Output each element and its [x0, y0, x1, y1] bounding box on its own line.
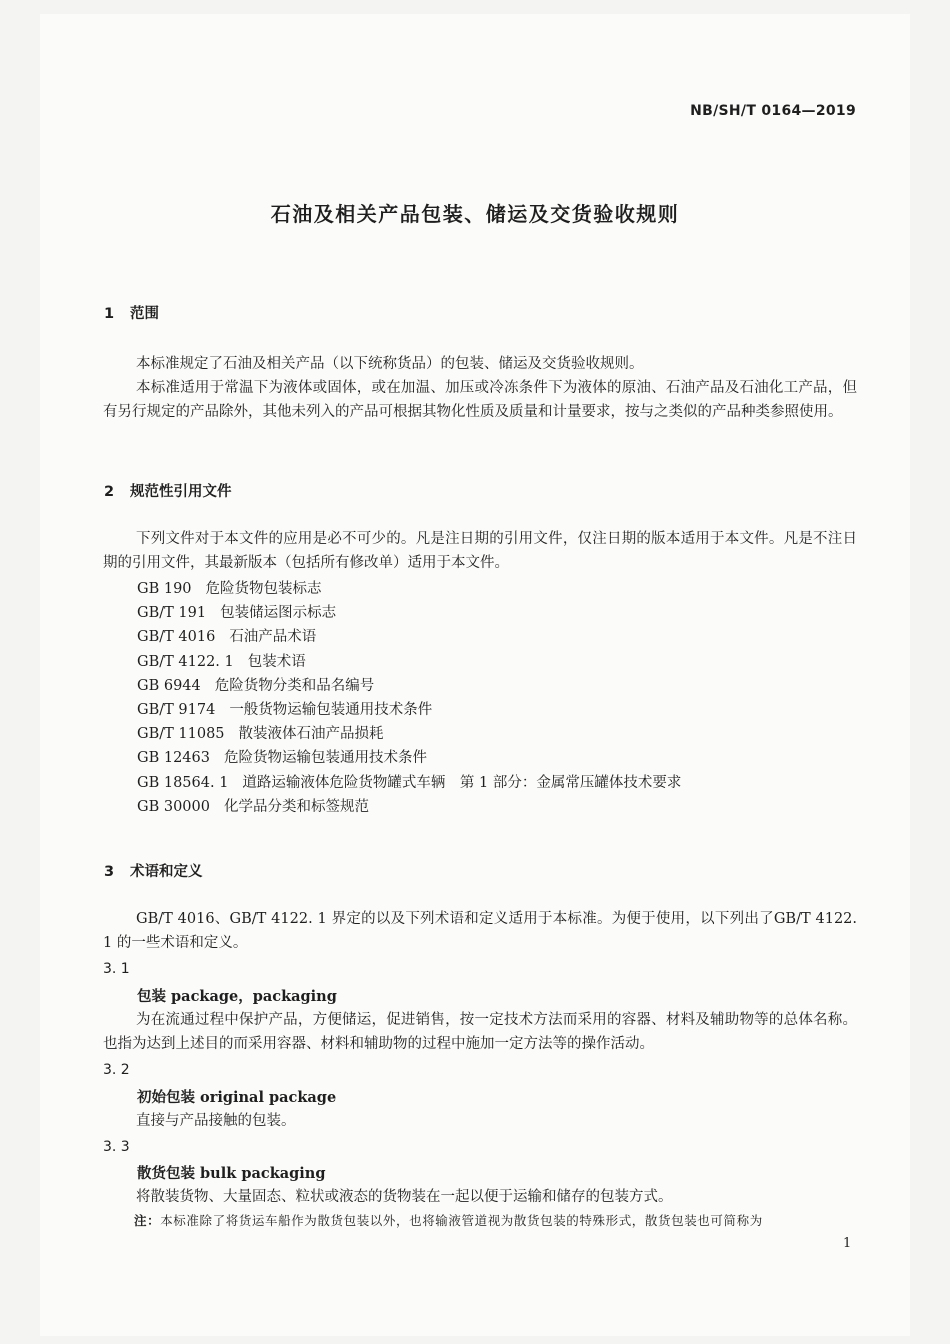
section-title: 范围: [130, 306, 159, 322]
clause-number: 3. 3: [103, 1139, 130, 1155]
page-number: 1: [843, 1236, 852, 1251]
section-1-paragraph-1: 本标准规定了石油及相关产品（以下统称货品）的包装、储运及交货验收规则。: [136, 356, 644, 372]
reference-code: GB 30000: [137, 798, 210, 815]
section-title: 术语和定义: [130, 864, 203, 880]
section-1-paragraph-2: 本标准适用于常温下为液体或固体，或在加温、加压或冷冻条件下为液体的原油、石油产品及石油化工产品，但有另行规定的产品除外，其他未列入的产品可根据其物化性质及质量和计量要求，按与之类似的产品种类参照使用。: [103, 380, 857, 420]
reference-name: 危险货物分类和品名编号: [214, 677, 375, 694]
reference-code: GB 18564. 1: [137, 774, 229, 791]
reference-item: [137, 577, 681, 601]
reference-item: [137, 795, 681, 819]
reference-code: GB 6944: [137, 677, 201, 694]
reference-code: GB/T 4122. 1: [137, 653, 234, 670]
section-2-paragraph-1: 下列文件对于本文件的应用是必不可少的。凡是注日期的引用文件，仅注日期的版本适用于本文件。凡是不注日期的引用文件，其最新版本（包括所有修改单）适用于本文件。: [103, 531, 857, 571]
reference-item: [137, 601, 681, 625]
document-title: 石油及相关产品包装、储运及交货验收规则: [270, 202, 680, 226]
reference-item: [137, 722, 681, 746]
section-1-heading: [104, 302, 159, 323]
term-definition: 直接与产品接触的包装。: [136, 1113, 296, 1129]
reference-item: [137, 698, 681, 722]
document-code: NB/SH/T 0164—2019: [690, 103, 856, 119]
reference-name: 道路运输液体危险货物罐式车辆 第 1 部分：金属常压罐体技术要求: [242, 774, 682, 791]
reference-name: 化学品分类和标签规范: [223, 798, 369, 815]
reference-name: 散装液体石油产品损耗: [238, 726, 384, 743]
note-text: 本标准除了将货运车船作为散货包装以外，也将输液管道视为散货包装的特殊形式，散货包装也可简称为: [160, 1213, 763, 1228]
reference-code: GB/T 11085: [137, 726, 225, 743]
reference-name: 危险货物运输包装通用技术条件: [223, 750, 427, 767]
section-number: 3: [104, 864, 115, 880]
reference-item: [137, 674, 681, 698]
clause-number: 3. 1: [103, 961, 130, 977]
reference-name: 危险货物包装标志: [205, 581, 322, 597]
reference-code: GB/T 4016: [137, 629, 216, 646]
reference-code: GB 190: [137, 581, 192, 597]
reference-code: GB/T 9174: [137, 701, 216, 718]
reference-item: [137, 625, 681, 649]
note: [134, 1212, 858, 1230]
term-definition: 为在流通过程中保护产品，方便储运，促进销售，按一定技术方法而采用的容器、材料及辅助物等的总体名称。也指为达到上述目的而采用容器、材料和辅助物的过程中施加一定方法等的操作活动。: [103, 1012, 857, 1052]
term-heading: 包装 package，packaging: [137, 988, 337, 1005]
term-heading: 散货包装 bulk packaging: [137, 1165, 326, 1182]
reference-code: GB/T 191: [137, 605, 207, 622]
section-number: 1: [104, 306, 115, 322]
reference-list: [137, 577, 681, 819]
clause-number: 3. 2: [103, 1062, 130, 1078]
reference-item: [137, 746, 681, 770]
section-3-paragraph-1: GB/T 4016、GB/T 4122. 1 界定的以及下列术语和定义适用于本标准。为便于使用，以下列出了GB/T 4122. 1 的一些术语和定义。: [103, 911, 857, 951]
section-3-heading: [104, 860, 203, 881]
section-title: 规范性引用文件: [130, 484, 232, 500]
reference-name: 一般货物运输包装通用技术条件: [229, 701, 433, 718]
reference-item: [137, 771, 681, 795]
reference-item: [137, 650, 681, 674]
term-definition: 将散装货物、大量固态、粒状或液态的货物装在一起以便于运输和储存的包装方式。: [136, 1189, 673, 1205]
term-heading: 初始包装 original package: [137, 1089, 337, 1106]
reference-name: 包装术语: [247, 653, 306, 670]
note-label: 注：: [134, 1213, 161, 1228]
section-2-heading: [104, 480, 232, 501]
reference-name: 包装储运图示标志: [220, 605, 337, 622]
section-number: 2: [104, 484, 115, 500]
reference-code: GB 12463: [137, 750, 210, 767]
reference-name: 石油产品术语: [229, 629, 317, 646]
